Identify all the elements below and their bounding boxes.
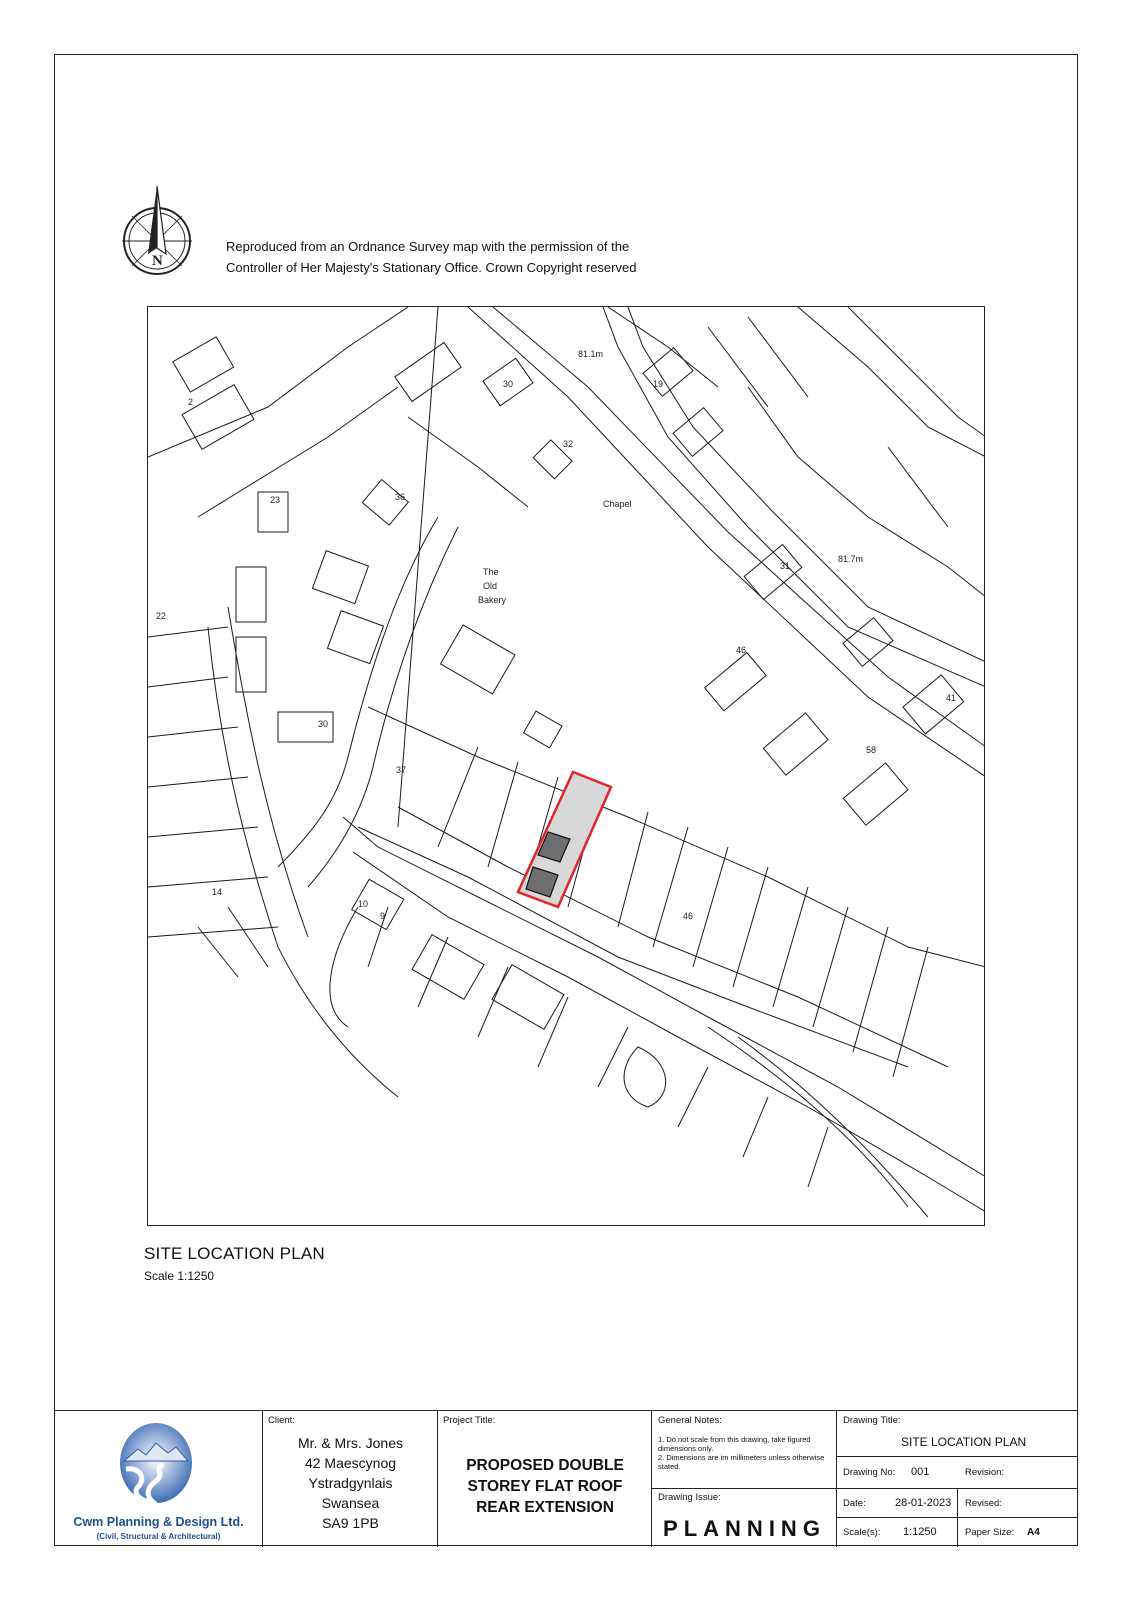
notes-cell bbox=[652, 1411, 837, 1547]
project-title bbox=[438, 1455, 652, 1518]
date-label: Date: bbox=[843, 1498, 866, 1509]
north-letter: N bbox=[152, 253, 163, 269]
label-old: Old bbox=[483, 581, 498, 591]
paper-size-value: A4 bbox=[1027, 1527, 1040, 1538]
project-label: Project Title: bbox=[443, 1415, 496, 1426]
notes-label: General Notes: bbox=[658, 1415, 722, 1426]
label-the: The bbox=[483, 567, 499, 577]
scale-value: 1:1250 bbox=[903, 1526, 937, 1538]
site-boundary bbox=[518, 772, 611, 907]
revised-label: Revised: bbox=[965, 1498, 1002, 1509]
label-house-10: 10 bbox=[358, 899, 369, 909]
drawing-no-value: 001 bbox=[911, 1466, 930, 1478]
company-name: Cwm Planning & Design Ltd. bbox=[73, 1515, 244, 1529]
scale-label: Scale(s): bbox=[843, 1527, 881, 1538]
client-line: Mr. & Mrs. Jones bbox=[297, 1435, 404, 1451]
label-house-31: 31 bbox=[780, 561, 791, 571]
drawing-title-value: SITE LOCATION PLAN bbox=[901, 1435, 1027, 1449]
note-item: 1. Do not scale from this drawing, take figured dimensions only. bbox=[658, 1435, 811, 1453]
date-value: 28-01-2023 bbox=[895, 1497, 952, 1509]
client-line: 42 Maescynog bbox=[304, 1455, 397, 1471]
north-arrow-icon bbox=[112, 184, 202, 284]
copyright-line-2: Controller of Her Majesty's Stationary Office. Crown Copyright reserved bbox=[226, 260, 637, 275]
company-subtitle: (Civil, Structural & Architectural) bbox=[96, 1532, 221, 1541]
label-house-30b: 30 bbox=[318, 719, 329, 729]
label-house-46a: 46 bbox=[736, 645, 747, 655]
label-house-41: 41 bbox=[946, 693, 957, 703]
label-house-30a: 30 bbox=[503, 379, 514, 389]
label-house-58: 58 bbox=[866, 745, 877, 755]
revision-label: Revision: bbox=[965, 1467, 1005, 1478]
label-house-32: 32 bbox=[563, 439, 574, 449]
mountain-river-logo-icon bbox=[116, 1421, 196, 1509]
label-chapel: Chapel bbox=[603, 499, 632, 509]
project-title-line: PROPOSED DOUBLE bbox=[466, 1457, 624, 1474]
copyright-note bbox=[226, 236, 636, 278]
project-title-line: REAR EXTENSION bbox=[476, 1499, 614, 1516]
drawing-no-label: Drawing No: bbox=[843, 1467, 896, 1478]
label-spot-height-1: 81.1m bbox=[578, 349, 604, 359]
label-bakery: Bakery bbox=[478, 595, 507, 605]
client-line: Ystradgynlais bbox=[308, 1475, 393, 1491]
title-block bbox=[54, 1410, 1078, 1546]
client-label: Client: bbox=[268, 1415, 295, 1426]
label-house-36: 36 bbox=[395, 492, 406, 502]
label-spot-height-2: 81.7m bbox=[838, 554, 864, 564]
drawing-info-cell bbox=[837, 1411, 1078, 1547]
plan-scale: Scale 1:1250 bbox=[144, 1269, 215, 1283]
label-house-19: 19 bbox=[653, 379, 664, 389]
company-cell bbox=[54, 1411, 263, 1547]
client-line: SA9 1PB bbox=[322, 1515, 379, 1531]
client-line: Swansea bbox=[321, 1495, 380, 1511]
issue-label: Drawing Issue: bbox=[658, 1492, 721, 1503]
client-cell bbox=[263, 1411, 438, 1547]
paper-size-label: Paper Size: bbox=[965, 1527, 1015, 1538]
label-house-46b: 46 bbox=[683, 911, 694, 921]
drawing-issue-value: PLANNING bbox=[663, 1516, 826, 1541]
label-house-22: 22 bbox=[156, 611, 167, 621]
divider bbox=[652, 1488, 837, 1489]
divider bbox=[957, 1488, 958, 1547]
general-notes bbox=[658, 1435, 833, 1471]
plan-title: SITE LOCATION PLAN bbox=[144, 1244, 325, 1263]
divider bbox=[837, 1456, 1078, 1457]
drawing-title-label: Drawing Title: bbox=[843, 1415, 901, 1426]
copyright-line-1: Reproduced from an Ordnance Survey map with the permission of the bbox=[226, 239, 630, 254]
project-cell bbox=[438, 1411, 652, 1547]
label-house-37: 37 bbox=[396, 765, 407, 775]
site-map bbox=[147, 306, 985, 1226]
label-house-23: 23 bbox=[270, 495, 281, 505]
label-house-14: 14 bbox=[212, 887, 223, 897]
project-title-line: STOREY FLAT ROOF bbox=[467, 1478, 623, 1495]
client-address bbox=[263, 1433, 438, 1533]
note-item: 2. Dimensions are im millimeters unless otherwise stated. bbox=[658, 1453, 825, 1471]
label-house-2: 2 bbox=[188, 397, 194, 407]
label-house-9: 9 bbox=[380, 911, 386, 921]
